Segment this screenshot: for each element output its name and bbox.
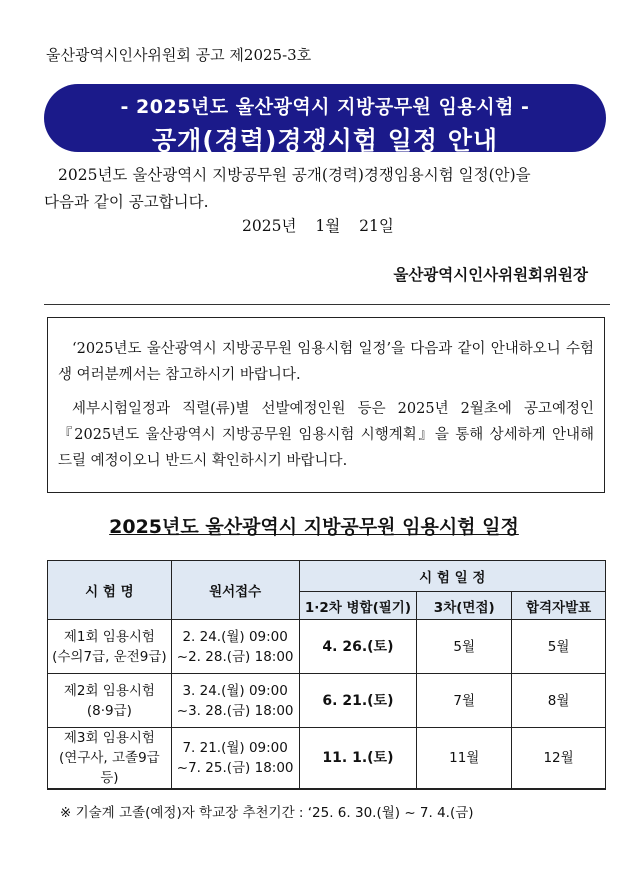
exam-name-cell: 제2회 임용시험 (8·9급) bbox=[48, 674, 172, 728]
header-exam: 시 험 명 bbox=[48, 561, 172, 620]
schedule-title: 2025년도 울산광역시 지방공무원 임용시험 일정 bbox=[109, 516, 519, 538]
result-cell: 5월 bbox=[512, 620, 606, 674]
banner-subtitle: - 2025년도 울산광역시 지방공무원 임용시험 - bbox=[120, 96, 530, 118]
banner-title: 공개(경력)경쟁시험 일정 안내 bbox=[151, 126, 499, 155]
table-row bbox=[48, 620, 606, 674]
exam-name-cell: 제1회 임용시험 (수의7급, 운전9급) bbox=[48, 620, 172, 674]
schedule-table bbox=[47, 560, 606, 790]
title-banner bbox=[44, 84, 606, 155]
notice-number: 울산광역시인사위원회 공고 제2025-3호 bbox=[46, 46, 312, 64]
written-date-cell: 11. 1.(토) bbox=[299, 728, 417, 790]
table-row bbox=[48, 674, 606, 728]
header-schedule: 시 험 일 정 bbox=[299, 561, 605, 592]
notice-box bbox=[47, 317, 605, 493]
intro-line-2: 다음과 같이 공고합니다. bbox=[44, 193, 209, 211]
notice-paragraph-2: 세부시험일정과 직렬(류)별 선발예정인원 등은 2025년 2월초에 공고예정인 『2025년도 울산광역시 지방공무원 임용시험 시행계획』을 통해 상세하게 안내해 드릴 예정이오니 반드시 확인하시기 바랍니다. bbox=[58, 401, 594, 469]
intro-line-1: 2025년도 울산광역시 지방공무원 공개(경력)경쟁임용시험 일정(안)을 bbox=[58, 166, 531, 184]
intro-text bbox=[44, 162, 610, 216]
application-cell: 2. 24.(월) 09:00 ~2. 28.(금) 18:00 bbox=[171, 620, 299, 674]
header-result: 합격자발표 bbox=[512, 592, 606, 620]
interview-cell: 7월 bbox=[417, 674, 512, 728]
header-written: 1·2차 병합(필기) bbox=[299, 592, 417, 620]
result-cell: 8월 bbox=[512, 674, 606, 728]
application-cell: 7. 21.(월) 09:00 ~7. 25.(금) 18:00 bbox=[171, 728, 299, 790]
divider bbox=[44, 304, 610, 305]
footnote: ※ 기술계 고졸(예정)자 학교장 추천기간 : ‘25. 6. 30.(월) ~ 7. 4.(금) bbox=[60, 805, 474, 821]
result-cell: 12월 bbox=[512, 728, 606, 790]
written-date-cell: 6. 21.(토) bbox=[299, 674, 417, 728]
interview-cell: 5월 bbox=[417, 620, 512, 674]
exam-name-cell: 제3회 임용시험 (연구사, 고졸9급 등) bbox=[48, 728, 172, 790]
header-application: 원서접수 bbox=[171, 561, 299, 620]
notice-date: 2025년 1월 21일 bbox=[242, 217, 394, 235]
written-date-cell: 4. 26.(토) bbox=[299, 620, 417, 674]
table-row bbox=[48, 728, 606, 790]
header-interview: 3차(면접) bbox=[417, 592, 512, 620]
application-cell: 3. 24.(월) 09:00 ~3. 28.(금) 18:00 bbox=[171, 674, 299, 728]
notice-paragraph-1: ‘2025년도 울산광역시 지방공무원 임용시험 일정’을 다음과 같이 안내하오니 수험생 여러분께서는 참고하시기 바랍니다. bbox=[58, 341, 594, 383]
signer: 울산광역시인사위원회위원장 bbox=[393, 266, 588, 284]
interview-cell: 11월 bbox=[417, 728, 512, 790]
